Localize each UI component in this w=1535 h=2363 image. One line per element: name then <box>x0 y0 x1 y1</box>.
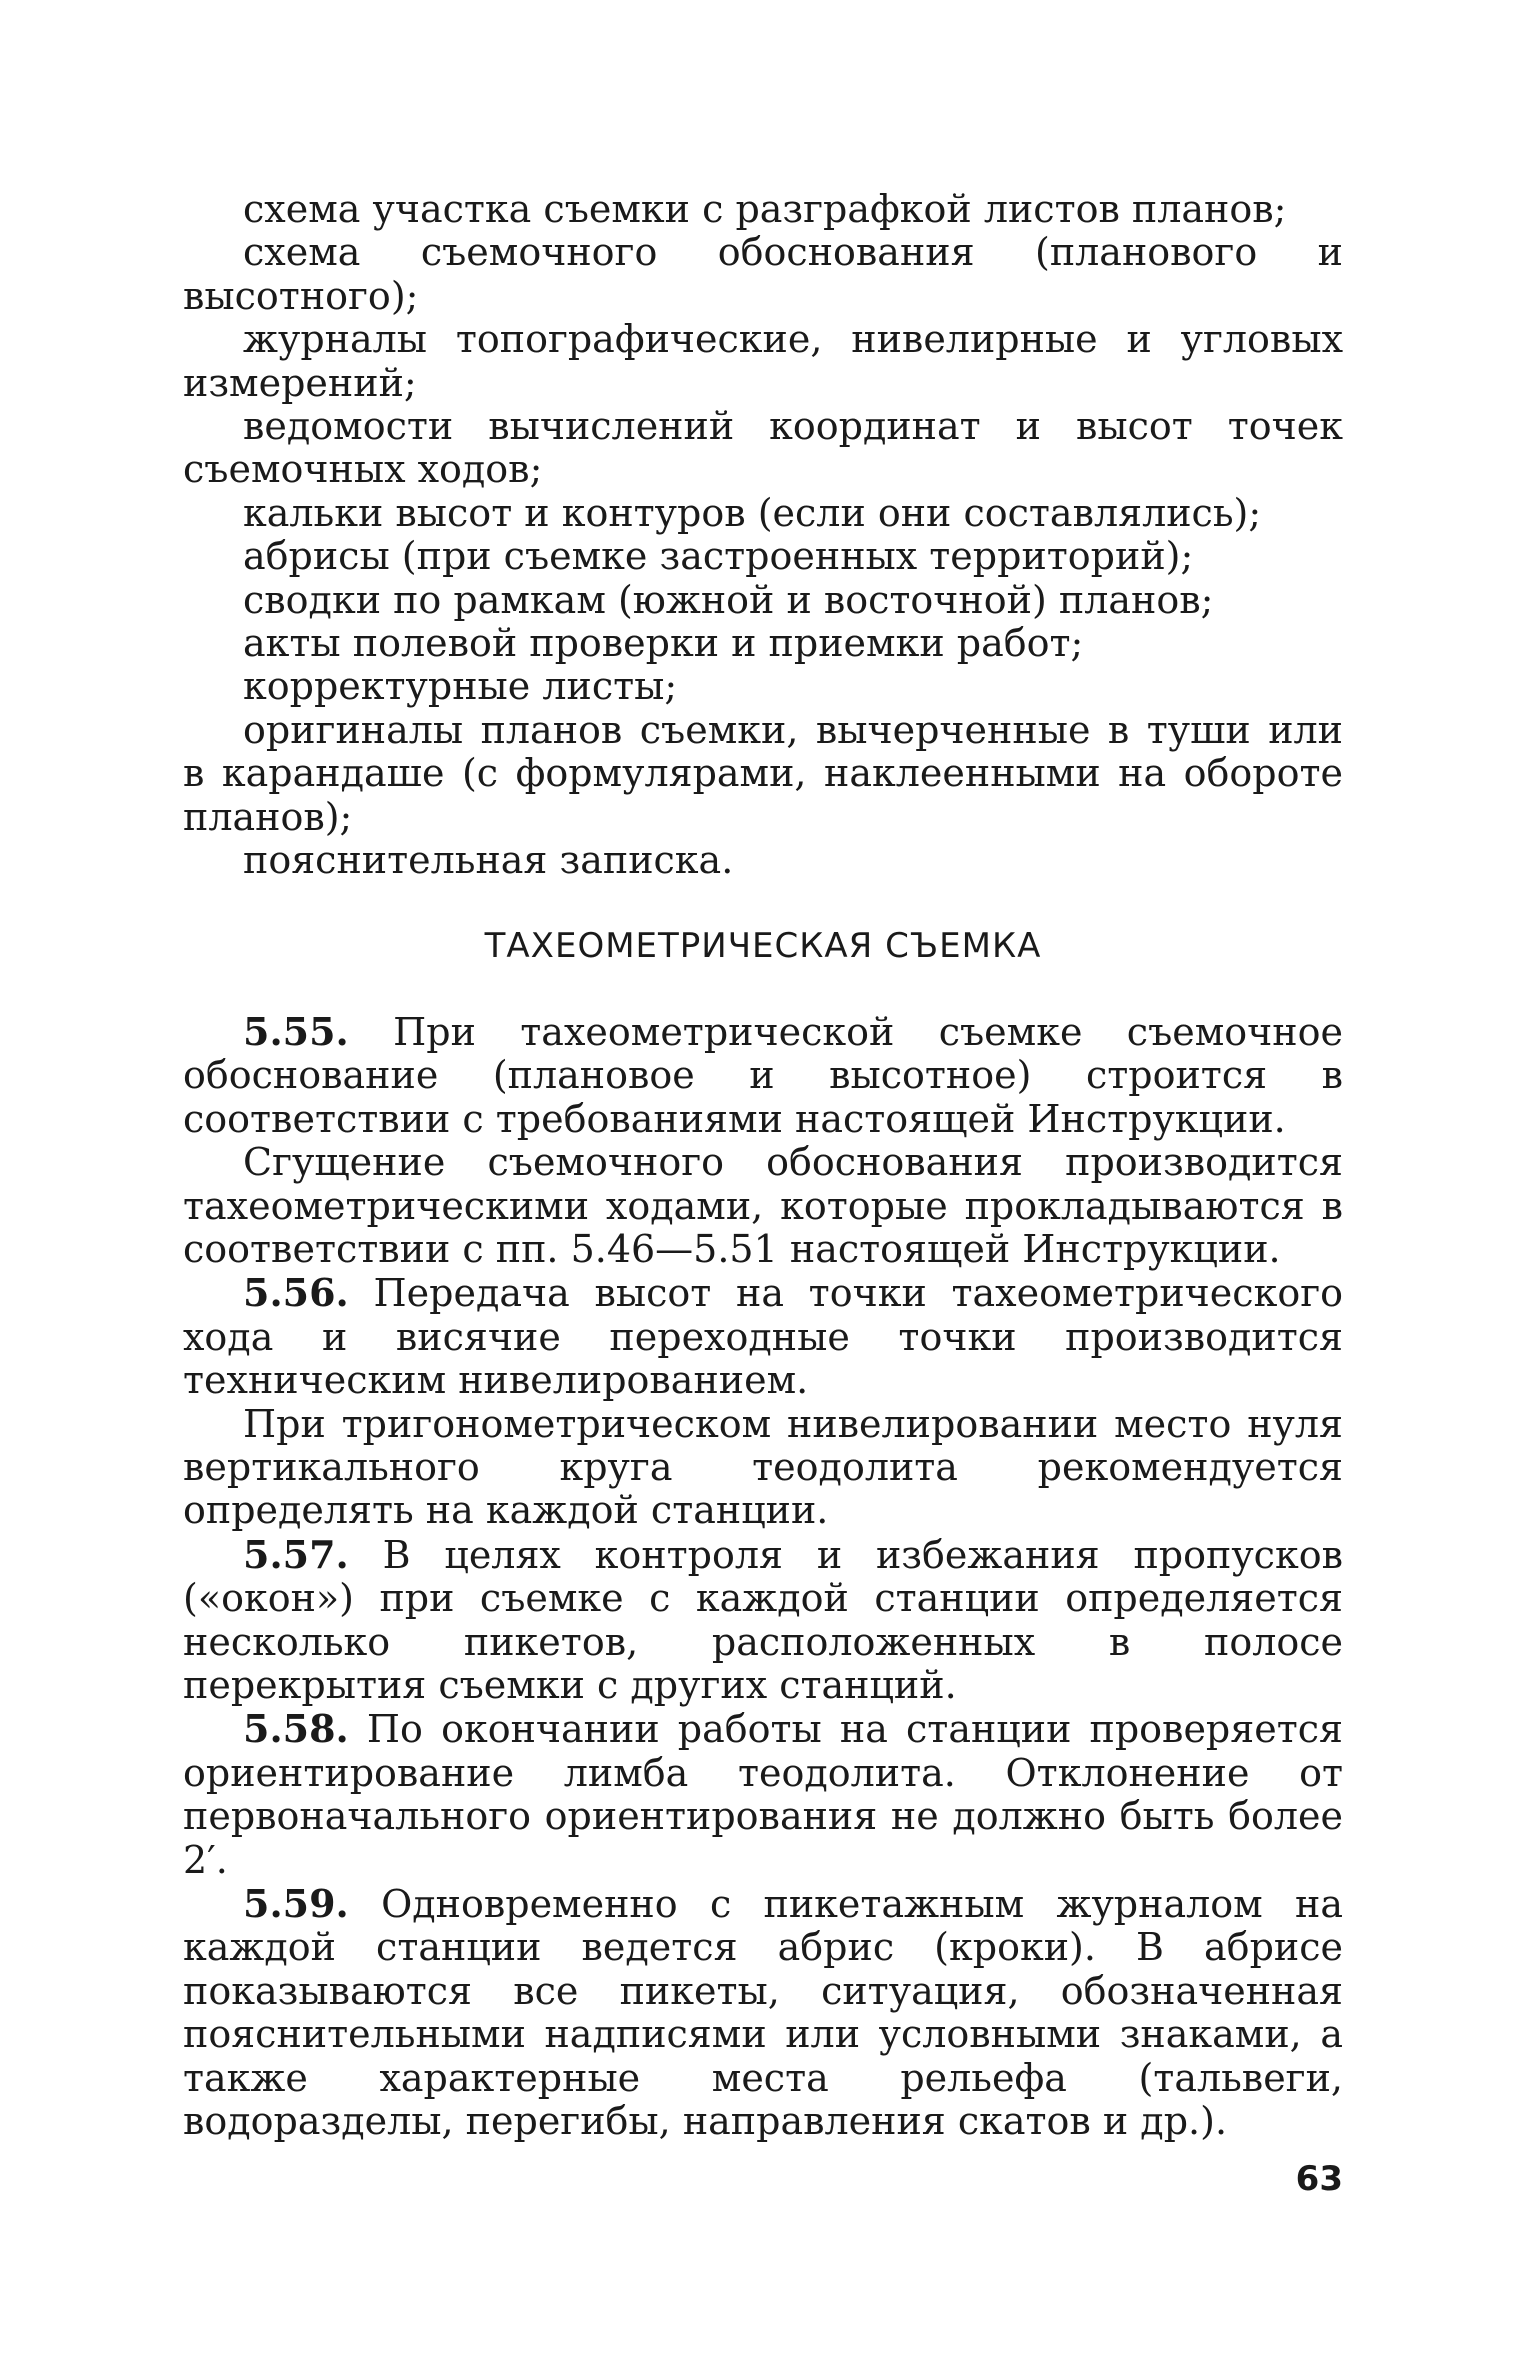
list-item: схема участка съемки с разграфкой листов планов; <box>243 187 1287 231</box>
paragraph-text: Передача высот на точки тахеометрического хода и висячие переходные точки производится техническим нивелированием. <box>183 1271 1343 1403</box>
page-number: 63 <box>1295 2159 1343 2199</box>
paragraph-text: По окончании работы на станции проверяется ориентирование лимба теодолита. Отклонение от первоначального ориентирования не должно быть более 2′. <box>183 1707 1343 1882</box>
paragraph-text: Одновременно с пикетажным журналом на каждой станции ведется абрис (кроки). В абрисе показываются все пикеты, ситуация, обозначенная пояснительными надписями или условными знаками, а также характерные места рельефа (тальвеги, водоразделы, перегибы, направления скатов и др.). <box>183 1882 1343 2144</box>
list-item: кальки высот и контуров (если они составлялись); <box>243 490 1262 535</box>
paragraph-number: 5.58. <box>243 1706 349 1752</box>
list-item: схема съемочного обоснования (планового и высотного); <box>183 230 1343 318</box>
paragraph <box>183 1403 1343 1533</box>
page-body <box>183 188 1343 2143</box>
paragraph <box>183 1533 1343 1708</box>
paragraph <box>183 1271 1343 1402</box>
list-item: акты полевой проверки и приемки работ; <box>243 621 1084 666</box>
paragraph <box>183 1141 1343 1271</box>
paragraph-text: Сгущение съемочного обоснования производится тахеометрическими ходами, которые прокладываются в соответствии с пп. 5.46—5.51 настоящей Инструкции. <box>183 1140 1343 1271</box>
list-item: абрисы (при съемке застроенных территорий); <box>243 534 1194 579</box>
paragraph-number: 5.57. <box>243 1531 349 1577</box>
list-item: сводки по рамкам (южной и восточной) планов; <box>243 577 1214 622</box>
section-heading: ТАХЕОМЕТРИЧЕСКАЯ СЪЕМКА <box>484 925 1042 966</box>
paragraph <box>183 1707 1343 1882</box>
paragraph-text: При тахеометрической съемке съемочное обоснование (плановое и высотное) строится в соответствии с требованиями настоящей Инструкции. <box>183 1009 1343 1141</box>
paragraph-number: 5.59. <box>243 1881 349 1927</box>
paragraph-text: При тригонометрическом нивелировании место нуля вертикального круга теодолита рекомендуется определять на каждой станции. <box>183 1401 1343 1533</box>
list-item: пояснительная записка. <box>243 838 734 883</box>
paragraph-text: В целях контроля и избежания пропусков («окон») при съемке с каждой станции определяется несколько пикетов, расположенных в полосе перекрытия съемки с других станций. <box>183 1532 1343 1707</box>
list-item: ведомости вычислений координат и высот точек съемочных ходов; <box>183 404 1343 492</box>
paragraph-number: 5.55. <box>243 1008 349 1054</box>
paragraph-number: 5.56. <box>243 1270 349 1316</box>
paragraph <box>183 1010 1343 1141</box>
list-item: журналы топографические, нивелирные и угловых измерений; <box>183 317 1343 405</box>
list-item: корректурные листы; <box>243 664 678 709</box>
list-item: оригиналы планов съемки, вычерченные в туши или в карандаше (с формулярами, наклеенными на обороте планов); <box>183 707 1343 839</box>
paragraph <box>183 1882 1343 2143</box>
